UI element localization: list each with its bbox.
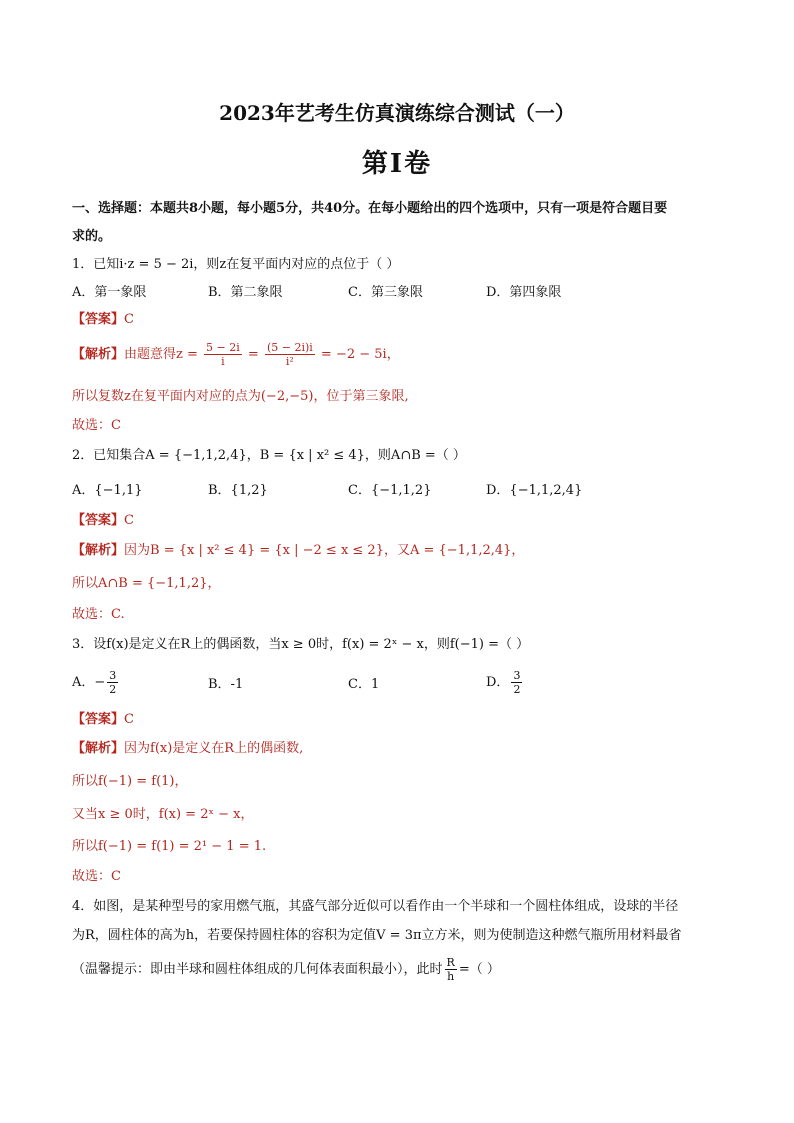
q1-option-b: B．第二象限 xyxy=(208,285,283,300)
q3-option-c: C．1 xyxy=(348,677,380,692)
q3-option-a: A．− $\frac{3}{2}$ xyxy=(72,669,117,696)
answer-tag: 【答案】 xyxy=(72,312,125,327)
q3-stem: 3．设f(x)是定义在R上的偶函数，当x ≥ 0时，f(x) = 2ˣ − x，则f(−1) =（ ） xyxy=(72,637,530,652)
q2-analysis-line2: 所以A∩B = {−1,1,2}， xyxy=(72,576,221,591)
q3-analysis-line2: 所以f(−1) = f(1)， xyxy=(72,774,188,789)
q3-option-b: B．-1 xyxy=(208,677,244,692)
q1-fraction-2: $\frac{(5 - 2i)i}{\text{i²}}$ xyxy=(266,341,313,368)
page-title: 2023年艺考生仿真演练综合测试（一） xyxy=(219,101,575,125)
q1-option-a: A．第一象限 xyxy=(72,285,147,300)
analysis-tag: 【解析】 xyxy=(72,347,125,362)
q2-analysis: 【解析】因为B = {x | x² ≤ 4} = {x | −2 ≤ x ≤ 2}，又A = {−1,1,2,4}， xyxy=(72,543,525,558)
q3-choose: 故选：C xyxy=(72,869,121,884)
q4-stem-line3: （温馨提示：即由半球和圆柱体组成的几何体表面积最小），此时 $\frac{R}{h}$ =（ ） xyxy=(72,956,500,983)
page-subtitle: 第Ⅰ卷 xyxy=(361,149,433,179)
q3-analysis-line4: 所以f(−1) = f(1) = 2¹ − 1 = 1. xyxy=(72,839,267,854)
q2-answer: 【答案】C xyxy=(72,513,134,528)
q1-answer xyxy=(72,311,134,329)
section-instruction-line1: 一、选择题：本题共8小题，每小题5分，共40分。在每小题给出的四个选项中，只有一项是符合题目要 xyxy=(72,201,668,216)
q4-stem-line1: 4．如图，是某种型号的家用燃气瓶，其盛气部分近似可以看作由一个半球和一个圆柱体组成，设球的半径 xyxy=(72,899,679,914)
q3-analysis-line3: 又当x ≥ 0时，f(x) = 2ˣ − x， xyxy=(72,807,254,822)
q1-option-d: D．第四象限 xyxy=(486,285,562,300)
q4-stem-line2: 为R，圆柱体的高为h，若要保持圆柱体的容积为定值V = 3π立方米，则为使制造这种燃气瓶所用材料最省 xyxy=(72,928,682,943)
q2-stem: 2．已知集合A = {−1,1,2,4}，B = {x | x² ≤ 4}，则A∩B =（ ） xyxy=(72,448,466,463)
q3-analysis: 【解析】因为f(x)是定义在R上的偶函数, xyxy=(72,741,304,756)
answer-value: C xyxy=(124,312,134,327)
q1-choose: 故选：C xyxy=(72,418,121,433)
q2-option-c: C．{−1,1,2} xyxy=(348,483,432,498)
q1-option-c: C．第三象限 xyxy=(348,285,423,300)
q1-analysis-line2: 所以复数z在复平面内对应的点为(−2,−5)，位于第三象限, xyxy=(72,389,409,404)
q1-fraction-1: $\frac{5 - 2i}{i}$ xyxy=(206,341,240,368)
q1-stem: 1．已知i·z = 5 − 2i，则z在复平面内对应的点位于（ ） xyxy=(72,257,400,272)
q3-option-d: D． $\frac{3}{2}$ xyxy=(486,669,521,696)
q2-option-b: B．{1,2} xyxy=(208,483,268,498)
q3-answer: 【答案】C xyxy=(72,712,134,727)
q1-analysis-text: 由题意得z = xyxy=(124,347,198,362)
section-instruction-line2: 求的。 xyxy=(72,229,112,244)
q2-option-d: D．{−1,1,2,4} xyxy=(486,483,583,498)
q1-analysis: 【解析】由题意得z = $\frac{5 - 2i}{i}$ = $\frac{(5 - 2i)i}{\text{i²}}$ = −2 − 5i， xyxy=(72,341,400,368)
q2-choose: 故选：C. xyxy=(72,607,125,622)
q4-fraction: $\frac{R}{h}$ xyxy=(446,956,455,983)
q2-option-a: A．{−1,1} xyxy=(72,483,143,498)
